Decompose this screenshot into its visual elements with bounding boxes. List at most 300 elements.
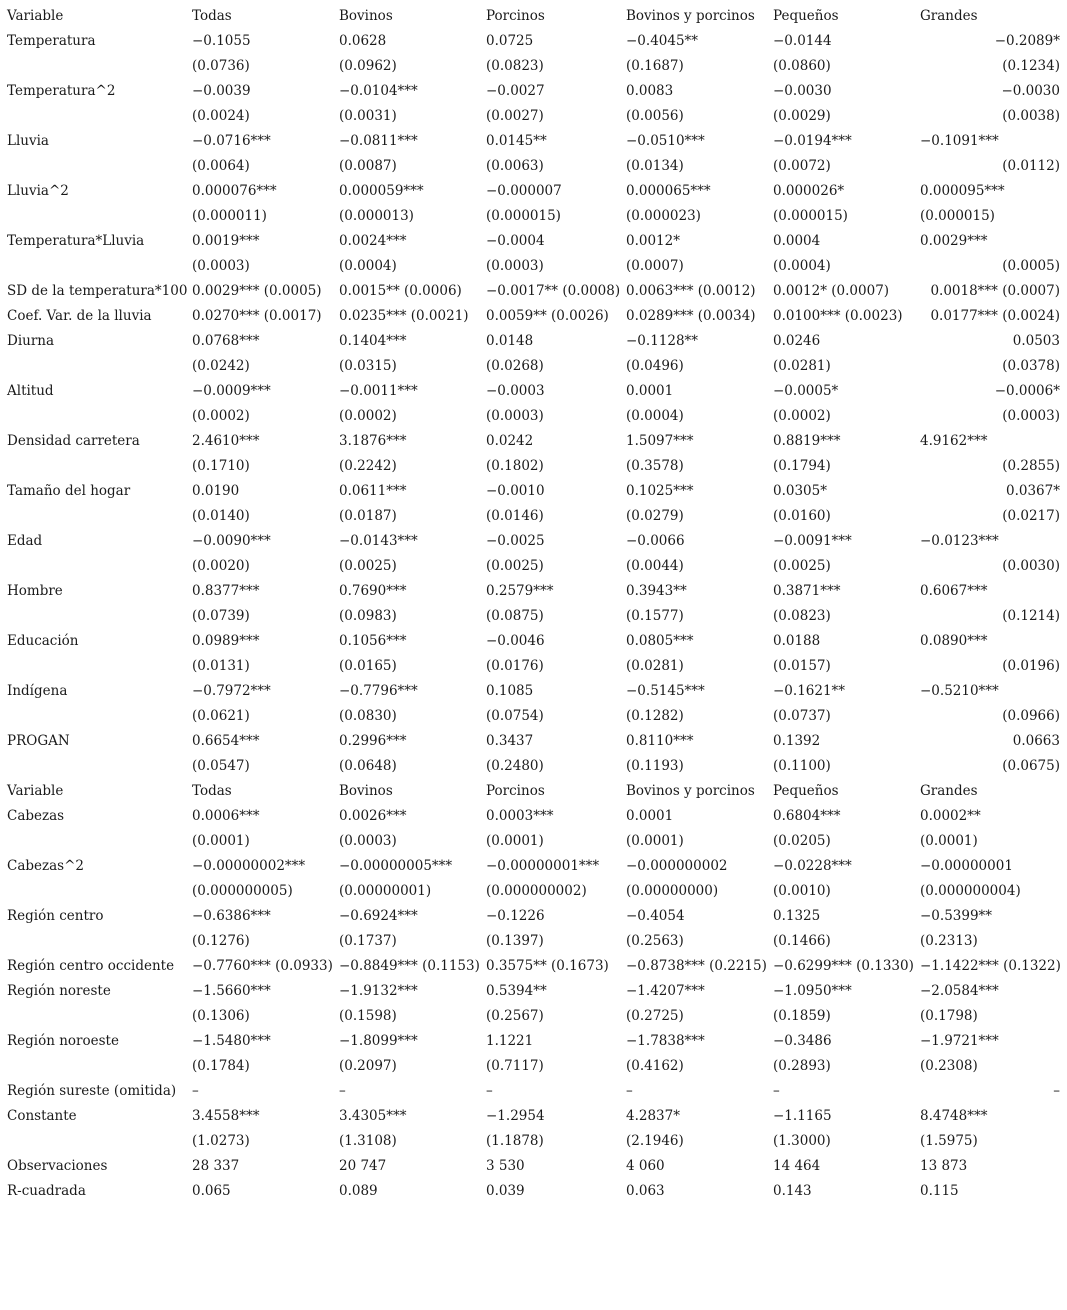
table-cell: 0.0305* <box>773 483 827 499</box>
table-cell: 14 464 <box>773 1158 821 1174</box>
table-cell: (0.0029) <box>773 108 831 124</box>
table-cell: −0.8738*** (0.2215) <box>626 958 767 974</box>
table-cell: 0.089 <box>339 1183 378 1199</box>
table-cell: −0.7972*** <box>192 683 271 699</box>
table-cell: −0.0811*** <box>339 133 418 149</box>
table-row <box>7 629 1067 654</box>
table-cell: (0.0003) <box>486 258 544 274</box>
table-cell: 0.8819*** <box>773 433 841 449</box>
table-row <box>7 604 1067 629</box>
table-cell: −0.0039 <box>192 83 251 99</box>
table-cell: (0.0160) <box>773 508 831 524</box>
table-cell: (0.0005) <box>1002 258 1060 274</box>
table-cell: 0.1085 <box>486 683 534 699</box>
table-cell: (0.7117) <box>486 1058 544 1074</box>
table-cell: 4.2837* <box>626 1108 680 1124</box>
table-cell: −1.7838*** <box>626 1033 705 1049</box>
table-cell: −2.0584*** <box>920 983 999 999</box>
table-cell: (0.0027) <box>486 108 544 124</box>
table-cell: (0.1802) <box>486 458 544 474</box>
table-cell: Grandes <box>920 783 978 799</box>
table-cell: 0.8377*** <box>192 583 260 599</box>
table-cell: Porcinos <box>486 8 545 24</box>
table-cell: (0.0044) <box>626 558 684 574</box>
row-label: Región centro <box>7 908 104 924</box>
row-label: Indígena <box>7 683 68 699</box>
table-cell: 0.000076*** <box>192 183 277 199</box>
table-row <box>7 954 1067 979</box>
table-cell: (0.0754) <box>486 708 544 724</box>
table-cell: (0.0736) <box>192 58 250 74</box>
table-cell: (0.000023) <box>626 208 701 224</box>
table-cell: (0.0830) <box>339 708 397 724</box>
row-label: Región sureste (omitida) <box>7 1083 177 1099</box>
table-cell: 4 060 <box>626 1158 665 1174</box>
table-cell: −0.0144 <box>773 33 832 49</box>
table-cell: (0.0157) <box>773 658 831 674</box>
table-cell: −0.6386*** <box>192 908 271 924</box>
table-row <box>7 254 1067 279</box>
table-cell: (0.0003) <box>339 833 397 849</box>
table-cell: −0.7796*** <box>339 683 418 699</box>
table-cell: −1.9132*** <box>339 983 418 999</box>
table-row <box>7 79 1067 104</box>
table-cell: (0.0112) <box>1002 158 1060 174</box>
table-cell: −1.1165 <box>773 1108 832 1124</box>
table-cell: (0.0875) <box>486 608 544 624</box>
table-row <box>7 404 1067 429</box>
table-cell: (0.0001) <box>192 833 250 849</box>
table-row <box>7 379 1067 404</box>
table-cell: 0.6067*** <box>920 583 988 599</box>
table-cell: −1.1422*** (0.1322) <box>920 958 1061 974</box>
table-cell: (0.4162) <box>626 1058 684 1074</box>
table-cell: (0.0378) <box>1002 358 1060 374</box>
table-cell: (0.1598) <box>339 1008 397 1024</box>
table-cell: (0.0003) <box>1002 408 1060 424</box>
table-cell: (0.0025) <box>339 558 397 574</box>
table-cell: 0.0270*** (0.0017) <box>192 308 322 324</box>
table-cell: −0.0030 <box>773 83 832 99</box>
table-cell: (0.0056) <box>626 108 684 124</box>
table-cell: (0.1397) <box>486 933 544 949</box>
table-cell: (0.0001) <box>626 833 684 849</box>
table-cell: −0.1128** <box>626 333 699 349</box>
table-cell: (0.0242) <box>192 358 250 374</box>
table-cell: 1.5097*** <box>626 433 694 449</box>
table-cell: (0.0002) <box>192 408 250 424</box>
table-cell: (0.0001) <box>486 833 544 849</box>
table-cell: (0.1798) <box>920 1008 978 1024</box>
table-cell: −1.4207*** <box>626 983 705 999</box>
table-cell: −0.4054 <box>626 908 685 924</box>
table-cell: −0.1091*** <box>920 133 999 149</box>
table-cell: (0.000015) <box>773 208 848 224</box>
table-cell: 0.3943** <box>626 583 687 599</box>
table-cell: (0.2313) <box>920 933 978 949</box>
row-label: Temperatura*Lluvia <box>7 233 145 249</box>
table-cell: −0.3486 <box>773 1033 832 1049</box>
table-cell: (0.0621) <box>192 708 250 724</box>
table-cell: (0.1737) <box>339 933 397 949</box>
table-cell: 0.0725 <box>486 33 534 49</box>
table-cell: −0.6299*** (0.1330) <box>773 958 914 974</box>
table-cell: −0.0091*** <box>773 533 852 549</box>
table-cell: (0.000015) <box>486 208 561 224</box>
table-cell: −0.0017** (0.0008) <box>486 283 621 299</box>
table-cell: 0.000026* <box>773 183 845 199</box>
table-cell: −0.0066 <box>626 533 685 549</box>
table-cell: (0.0004) <box>626 408 684 424</box>
table-cell: 0.3871*** <box>773 583 841 599</box>
table-cell: (0.0134) <box>626 158 684 174</box>
table-cell: −0.0027 <box>486 83 545 99</box>
table-row <box>7 754 1067 779</box>
table-cell: 0.7690*** <box>339 583 407 599</box>
table-cell: 0.000065*** <box>626 183 711 199</box>
table-cell: 0.143 <box>773 1183 812 1199</box>
table-row <box>7 329 1067 354</box>
table-row <box>7 204 1067 229</box>
table-cell: 20 747 <box>339 1158 387 1174</box>
table-cell: 0.1056*** <box>339 633 407 649</box>
table-cell: −0.8849*** (0.1153) <box>339 958 480 974</box>
table-cell: 0.0002** <box>920 808 981 824</box>
table-row <box>7 479 1067 504</box>
table-cell: (0.0279) <box>626 508 684 524</box>
table-row <box>7 354 1067 379</box>
table-cell: 0.0235*** (0.0021) <box>339 308 469 324</box>
table-cell: 0.0029*** <box>920 233 988 249</box>
table-row <box>7 429 1067 454</box>
row-label: Constante <box>7 1108 77 1124</box>
table-cell: 3 530 <box>486 1158 525 1174</box>
table-row <box>7 179 1067 204</box>
table-cell: −0.000007 <box>486 183 562 199</box>
table-cell: 0.0989*** <box>192 633 260 649</box>
table-cell: 0.0018*** (0.0007) <box>930 283 1060 299</box>
table-cell: (0.0547) <box>192 758 250 774</box>
table-cell: 0.0367* <box>1006 483 1060 499</box>
table-cell: 0.065 <box>192 1183 231 1199</box>
table-cell: 0.0145** <box>486 133 547 149</box>
table-cell: (0.0281) <box>626 658 684 674</box>
table-cell: 0.0503 <box>1012 333 1060 349</box>
table-cell: (0.0823) <box>486 58 544 74</box>
table-cell: 0.5394** <box>486 983 547 999</box>
table-cell: 3.4558*** <box>192 1108 260 1124</box>
table-cell: (0.1466) <box>773 933 831 949</box>
table-cell: 3.1876*** <box>339 433 407 449</box>
table-row <box>7 679 1067 704</box>
table-cell: −0.0025 <box>486 533 545 549</box>
table-cell: (0.0025) <box>486 558 544 574</box>
table-cell: 0.6804*** <box>773 808 841 824</box>
table-cell: Porcinos <box>486 783 545 799</box>
table-cell: (0.0025) <box>773 558 831 574</box>
table-cell: (0.0165) <box>339 658 397 674</box>
table-row <box>7 879 1067 904</box>
table-cell: −0.0030 <box>1001 83 1060 99</box>
table-cell: 0.0026*** <box>339 808 407 824</box>
row-label: Temperatura <box>7 33 96 49</box>
table-cell: −0.0143*** <box>339 533 418 549</box>
table-cell: 0.0768*** <box>192 333 260 349</box>
table-cell: (0.0737) <box>773 708 831 724</box>
table-cell: (0.1306) <box>192 1008 250 1024</box>
table-cell: 0.0890*** <box>920 633 988 649</box>
table-cell: −0.2089* <box>994 33 1060 49</box>
table-row <box>7 979 1067 1004</box>
table-cell: (0.000000002) <box>486 883 587 899</box>
table-cell: (0.3578) <box>626 458 684 474</box>
table-cell: 0.8110*** <box>626 733 694 749</box>
table-cell: 0.039 <box>486 1183 525 1199</box>
table-cell: −0.00000001*** <box>486 858 600 874</box>
table-cell: (0.2855) <box>1002 458 1060 474</box>
table-cell: (0.0196) <box>1002 658 1060 674</box>
table-cell: – <box>1053 1083 1060 1099</box>
table-cell: −1.5660*** <box>192 983 271 999</box>
table-cell: (0.0217) <box>1002 508 1060 524</box>
table-cell: 0.0242 <box>486 433 534 449</box>
table-cell: −0.0716*** <box>192 133 271 149</box>
table-cell: (0.000015) <box>920 208 995 224</box>
table-cell: – <box>486 1083 493 1099</box>
row-label: Cabezas <box>7 808 65 824</box>
table-cell: 0.0177*** (0.0024) <box>930 308 1060 324</box>
table-cell: (0.0496) <box>626 358 684 374</box>
table-cell: −0.5210*** <box>920 683 999 699</box>
table-cell: (0.00000000) <box>626 883 719 899</box>
table-cell: −0.0510*** <box>626 133 705 149</box>
row-label: Observaciones <box>7 1158 108 1174</box>
table-cell: – <box>192 1083 199 1099</box>
table-cell: 28 337 <box>192 1158 240 1174</box>
table-cell: Bovinos <box>339 783 393 799</box>
table-cell: 0.0029*** (0.0005) <box>192 283 322 299</box>
table-cell: (0.0031) <box>339 108 397 124</box>
table-row <box>7 304 1067 329</box>
table-cell: (0.0010) <box>773 883 831 899</box>
table-cell: (0.0003) <box>192 258 250 274</box>
table-cell: −1.0950*** <box>773 983 852 999</box>
table-cell: −0.6924*** <box>339 908 418 924</box>
table-cell: 0.1025*** <box>626 483 694 499</box>
row-label: PROGAN <box>7 733 70 749</box>
table-cell: 1.1221 <box>486 1033 534 1049</box>
table-cell: 0.0663 <box>1012 733 1060 749</box>
table-cell: 0.1325 <box>773 908 821 924</box>
table-cell: (0.2308) <box>920 1058 978 1074</box>
table-cell: (0.0140) <box>192 508 250 524</box>
table-cell: −0.0046 <box>486 633 545 649</box>
table-cell: 0.2579*** <box>486 583 554 599</box>
table-cell: (0.0648) <box>339 758 397 774</box>
table-cell: 8.4748*** <box>920 1108 988 1124</box>
row-label: Variable <box>7 8 64 24</box>
table-cell: −0.5399** <box>920 908 993 924</box>
table-cell: 0.0805*** <box>626 633 694 649</box>
table-cell: 0.0188 <box>773 633 821 649</box>
table-cell: (0.2097) <box>339 1058 397 1074</box>
row-label: SD de la temperatura*100 <box>7 283 188 299</box>
table-cell: (0.1193) <box>626 758 684 774</box>
table-row <box>7 1179 1067 1204</box>
table-row <box>7 229 1067 254</box>
table-cell: Pequeños <box>773 8 839 24</box>
table-cell: (0.2725) <box>626 1008 684 1024</box>
table-cell: 0.3437 <box>486 733 534 749</box>
row-label: Lluvia^2 <box>7 183 69 199</box>
table-cell: (0.0281) <box>773 358 831 374</box>
table-cell: −0.0005* <box>773 383 839 399</box>
table-row <box>7 804 1067 829</box>
table-cell: −0.00000005*** <box>339 858 453 874</box>
table-cell: −0.0194*** <box>773 133 852 149</box>
table-row <box>7 529 1067 554</box>
table-cell: (0.1100) <box>773 758 831 774</box>
table-cell: −0.000000002 <box>626 858 728 874</box>
row-label: Región noroeste <box>7 1033 119 1049</box>
table-cell: −0.0009*** <box>192 383 271 399</box>
table-cell: (0.0004) <box>339 258 397 274</box>
table-cell: −0.0104*** <box>339 83 418 99</box>
table-cell: 0.000059*** <box>339 183 424 199</box>
table-row <box>7 729 1067 754</box>
table-cell: 0.0004 <box>773 233 821 249</box>
table-cell: (0.0087) <box>339 158 397 174</box>
table-cell: (0.0024) <box>192 108 250 124</box>
table-cell: (0.0966) <box>1002 708 1060 724</box>
table-row <box>7 1054 1067 1079</box>
table-cell: (0.2480) <box>486 758 544 774</box>
table-row <box>7 279 1067 304</box>
table-cell: 0.0063*** (0.0012) <box>626 283 756 299</box>
table-cell: 0.2996*** <box>339 733 407 749</box>
table-cell: (0.0739) <box>192 608 250 624</box>
table-cell: (0.0983) <box>339 608 397 624</box>
table-cell: Bovinos y porcinos <box>626 8 755 24</box>
table-cell: (0.0003) <box>486 408 544 424</box>
table-cell: (0.0962) <box>339 58 397 74</box>
table-cell: −0.00000001 <box>920 858 1013 874</box>
table-cell: −0.4045** <box>626 33 699 49</box>
table-cell: (0.0030) <box>1002 558 1060 574</box>
table-cell: – <box>626 1083 633 1099</box>
table-cell: −1.8099*** <box>339 1033 418 1049</box>
table-row <box>7 454 1067 479</box>
table-cell: −0.0006* <box>994 383 1060 399</box>
table-cell: −0.0011*** <box>339 383 418 399</box>
table-cell: (0.2563) <box>626 933 684 949</box>
table-row <box>7 829 1067 854</box>
table-cell: −0.0090*** <box>192 533 271 549</box>
table-row <box>7 904 1067 929</box>
table-cell: (0.0004) <box>773 258 831 274</box>
table-cell: (0.0268) <box>486 358 544 374</box>
table-cell: 0.0019*** <box>192 233 260 249</box>
table-cell: (0.1794) <box>773 458 831 474</box>
row-label: Región centro occidente <box>7 958 175 974</box>
table-cell: (0.1784) <box>192 1058 250 1074</box>
table-cell: −0.0123*** <box>920 533 999 549</box>
table-cell: (0.0131) <box>192 658 250 674</box>
table-cell: 13 873 <box>920 1158 968 1174</box>
table-cell: (0.0176) <box>486 658 544 674</box>
table-cell: 0.6654*** <box>192 733 260 749</box>
table-cell: (0.0823) <box>773 608 831 624</box>
table-cell: 0.0083 <box>626 83 674 99</box>
table-cell: (0.0020) <box>192 558 250 574</box>
table-row <box>7 1154 1067 1179</box>
table-cell: 0.3575** (0.1673) <box>486 958 609 974</box>
table-cell: (0.0205) <box>773 833 831 849</box>
table-cell: (0.000011) <box>192 208 267 224</box>
table-cell: 0.0289*** (0.0034) <box>626 308 756 324</box>
table-cell: −1.5480*** <box>192 1033 271 1049</box>
table-row <box>7 1129 1067 1154</box>
table-row <box>7 104 1067 129</box>
table-cell: (0.1214) <box>1002 608 1060 624</box>
row-label: Hombre <box>7 583 63 599</box>
table-cell: Todas <box>192 783 232 799</box>
row-label: R-cuadrada <box>7 1183 86 1199</box>
table-cell: 0.0628 <box>339 33 387 49</box>
table-row <box>7 929 1067 954</box>
table-row <box>7 504 1067 529</box>
table-cell: 0.0001 <box>626 383 674 399</box>
table-cell: (0.1687) <box>626 58 684 74</box>
table-cell: 0.063 <box>626 1183 665 1199</box>
row-label: Diurna <box>7 333 55 349</box>
table-cell: (0.1282) <box>626 708 684 724</box>
table-cell: (0.1710) <box>192 458 250 474</box>
table-row <box>7 854 1067 879</box>
table-cell: (0.0007) <box>626 258 684 274</box>
table-row <box>7 1079 1067 1104</box>
table-cell: (1.3108) <box>339 1133 397 1149</box>
row-label: Región noreste <box>7 983 111 999</box>
table-cell: (0.000000004) <box>920 883 1021 899</box>
table-cell: −0.0003 <box>486 383 545 399</box>
table-cell: (0.0001) <box>920 833 978 849</box>
table-cell: Grandes <box>920 8 978 24</box>
regression-table <box>7 4 1067 1204</box>
table-cell: −0.0228*** <box>773 858 852 874</box>
table-row <box>7 579 1067 604</box>
table-cell: (0.0860) <box>773 58 831 74</box>
table-cell: (0.0063) <box>486 158 544 174</box>
table-cell: 0.0012* <box>626 233 680 249</box>
table-row <box>7 129 1067 154</box>
table-cell: Pequeños <box>773 783 839 799</box>
table-cell: 0.1404*** <box>339 333 407 349</box>
table-cell: Bovinos <box>339 8 393 24</box>
table-cell: −0.00000002*** <box>192 858 306 874</box>
table-cell: 0.0012* (0.0007) <box>773 283 890 299</box>
table-cell: Bovinos y porcinos <box>626 783 755 799</box>
table-row <box>7 554 1067 579</box>
table-cell: 4.9162*** <box>920 433 988 449</box>
row-label: Temperatura^2 <box>7 83 116 99</box>
table-row <box>7 1029 1067 1054</box>
table-row <box>7 29 1067 54</box>
table-cell: −0.0004 <box>486 233 545 249</box>
table-cell: 0.000095*** <box>920 183 1005 199</box>
table-cell: 0.0148 <box>486 333 534 349</box>
table-cell: 0.0015** (0.0006) <box>339 283 462 299</box>
